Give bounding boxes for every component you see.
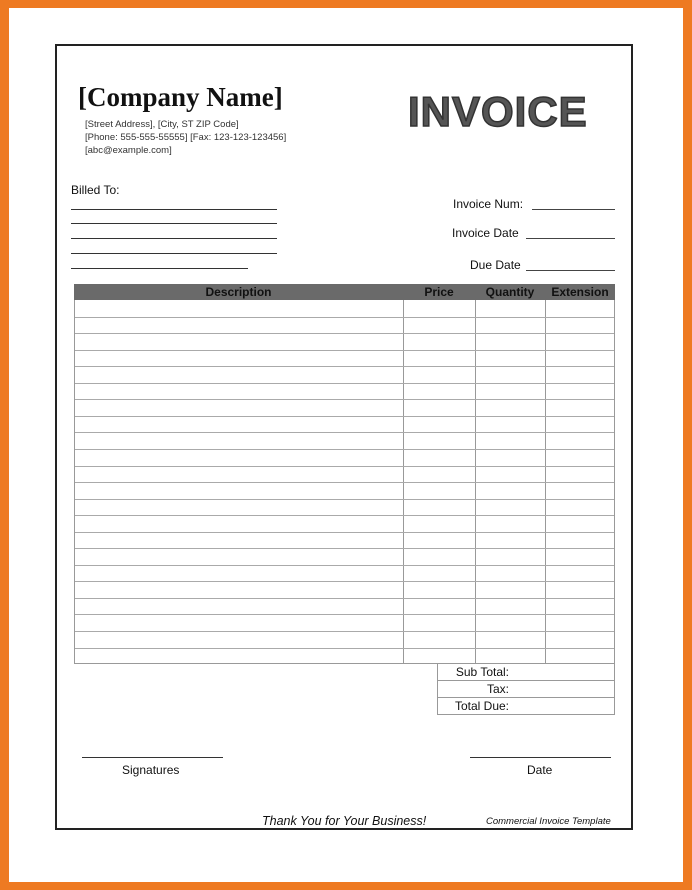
table-row[interactable] <box>75 614 614 615</box>
template-name: Commercial Invoice Template <box>486 816 611 827</box>
invoice-num-label: Invoice Num: <box>453 197 524 211</box>
total-due-row[interactable] <box>438 698 614 715</box>
column-header-quantity: Quantity <box>485 285 535 299</box>
table-row[interactable] <box>75 598 614 599</box>
table-row[interactable] <box>75 482 614 483</box>
sub-total-row[interactable] <box>438 664 614 681</box>
company-name: [Company Name] <box>78 82 283 112</box>
table-row[interactable] <box>75 466 614 467</box>
total-due-label: Total Due: <box>454 699 509 713</box>
table-row[interactable] <box>75 499 614 500</box>
table-row[interactable] <box>75 515 614 516</box>
table-row[interactable] <box>75 548 614 549</box>
signatures-label: Signatures <box>122 763 180 777</box>
date-label: Date <box>527 763 553 777</box>
invoice-date-field[interactable] <box>526 238 615 239</box>
billed-to-label: Billed To: <box>71 183 120 197</box>
column-header-description: Description <box>205 285 272 299</box>
totals-box <box>437 664 615 715</box>
table-row[interactable] <box>75 350 614 351</box>
table-row[interactable] <box>75 383 614 384</box>
column-header-price: Price <box>424 285 454 299</box>
table-row[interactable] <box>75 648 614 649</box>
date-line[interactable] <box>470 757 611 758</box>
invoice-num-field[interactable] <box>532 209 615 210</box>
table-row[interactable] <box>75 565 614 566</box>
thank-you-message: Thank You for Your Business! <box>262 814 427 828</box>
company-email: [abc@example.com] <box>85 145 172 156</box>
signature-line[interactable] <box>82 757 223 758</box>
company-address: [Street Address], [City, ST ZIP Code] <box>85 119 239 130</box>
table-row[interactable] <box>75 449 614 450</box>
table-row[interactable] <box>75 317 614 318</box>
table-row[interactable] <box>75 399 614 400</box>
table-row[interactable] <box>75 631 614 632</box>
line-items-grid[interactable] <box>74 300 615 664</box>
invoice-title: INVOICE <box>408 88 588 135</box>
due-date-label: Due Date <box>470 258 521 272</box>
table-row[interactable] <box>75 532 614 533</box>
due-date-field[interactable] <box>526 270 615 271</box>
tax-label: Tax: <box>486 682 509 696</box>
company-phone-fax: [Phone: 555-555-55555] [Fax: 123-123-123456] <box>85 132 287 143</box>
column-header-extension: Extension <box>551 285 609 299</box>
billed-to-line[interactable] <box>71 268 248 269</box>
table-header <box>74 284 615 300</box>
billed-to-line[interactable] <box>71 209 277 210</box>
sub-total-label: Sub Total: <box>455 665 509 679</box>
table-row[interactable] <box>75 366 614 367</box>
table-row[interactable] <box>75 432 614 433</box>
billed-to-line[interactable] <box>71 253 277 254</box>
invoice-date-label: Invoice Date <box>452 226 519 240</box>
billed-to-line[interactable] <box>71 223 277 224</box>
table-row[interactable] <box>75 333 614 334</box>
table-row[interactable] <box>75 416 614 417</box>
table-row[interactable] <box>75 581 614 582</box>
tax-row[interactable] <box>438 681 614 698</box>
billed-to-line[interactable] <box>71 238 277 239</box>
